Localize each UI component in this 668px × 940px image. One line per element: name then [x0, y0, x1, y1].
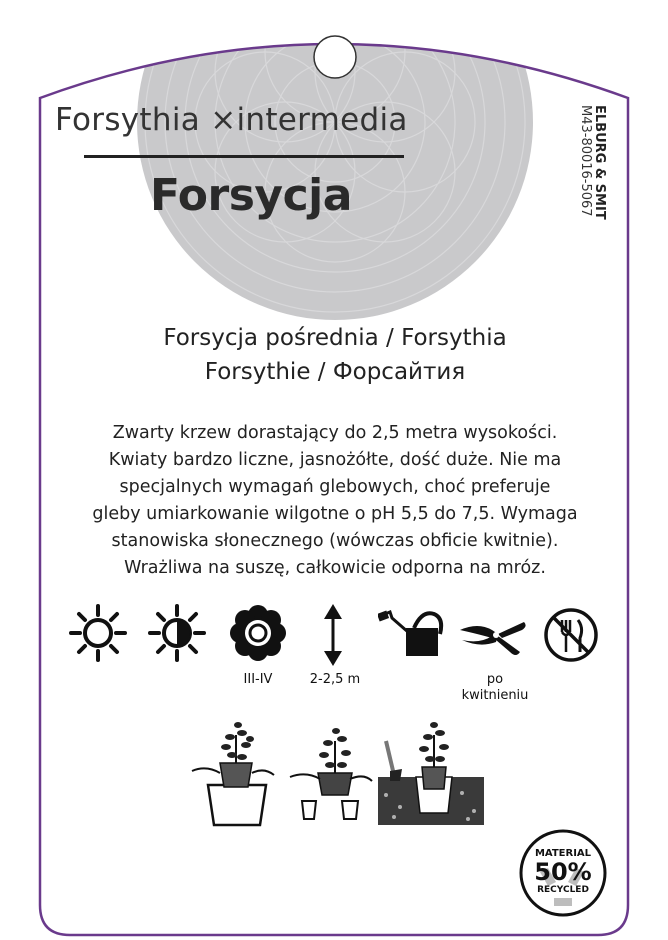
common-name: Forsycja: [150, 170, 352, 221]
description-line: Kwiaty bardzo liczne, jasnożółte, dość duże. Nie ma: [108, 450, 562, 470]
product-code: M43-80016-5067: [578, 105, 593, 217]
sun-icon: [68, 603, 128, 663]
not-edible-icon: [542, 606, 600, 664]
description-line: Zwarty krzew dorastający do 2,5 metra wysokości.: [112, 423, 558, 443]
pruning-caption-line1: po: [486, 672, 504, 687]
badge-material-text: MATERIAL: [534, 848, 592, 859]
planting-instructions-drawing: [190, 715, 490, 827]
description-line: specjalnych wymagań glebowych, choć preferuje: [119, 477, 551, 497]
description: [60, 420, 610, 582]
brand-block: [578, 105, 606, 220]
description-line: stanowiska słonecznego (wówczas obficie kwitnie).: [111, 531, 559, 551]
pruning-caption-line2: kwitnieniu: [461, 688, 529, 703]
latin-name: Forsythia ×intermedia: [55, 102, 408, 138]
title-divider: [84, 155, 404, 158]
flower-icon: [228, 603, 288, 663]
badge-recycled-text: RECYCLED: [537, 885, 589, 895]
description-line: gleby umiarkowanie wilgotne o pH 5,5 do 7,5. Wymaga: [92, 504, 578, 524]
other-names-line2: Forsythie / Форсайтия: [204, 359, 466, 385]
recycled-material-badge: [518, 828, 608, 918]
other-names-line1: Forsycja pośrednia / Forsythia: [163, 325, 507, 351]
planting-step1-drawing: [192, 722, 274, 825]
planting-step3-drawing: [378, 722, 484, 825]
pruning-shears-icon: [458, 612, 528, 662]
brand-name: ELBURG & SMIT: [592, 105, 607, 220]
flowering-months-caption: III-IV: [243, 672, 273, 687]
planting-step2-drawing: [290, 728, 372, 819]
half-shade-icon: [147, 603, 207, 663]
description-line: Wrażliwa na suszę, całkowicie odporna na mróz.: [124, 558, 546, 578]
badge-percent-text: 50%: [534, 858, 592, 886]
height-arrow-icon: [318, 603, 348, 667]
height-caption: 2-2,5 m: [309, 672, 361, 687]
hang-hole: [314, 36, 356, 78]
watering-can-icon: [378, 608, 448, 660]
